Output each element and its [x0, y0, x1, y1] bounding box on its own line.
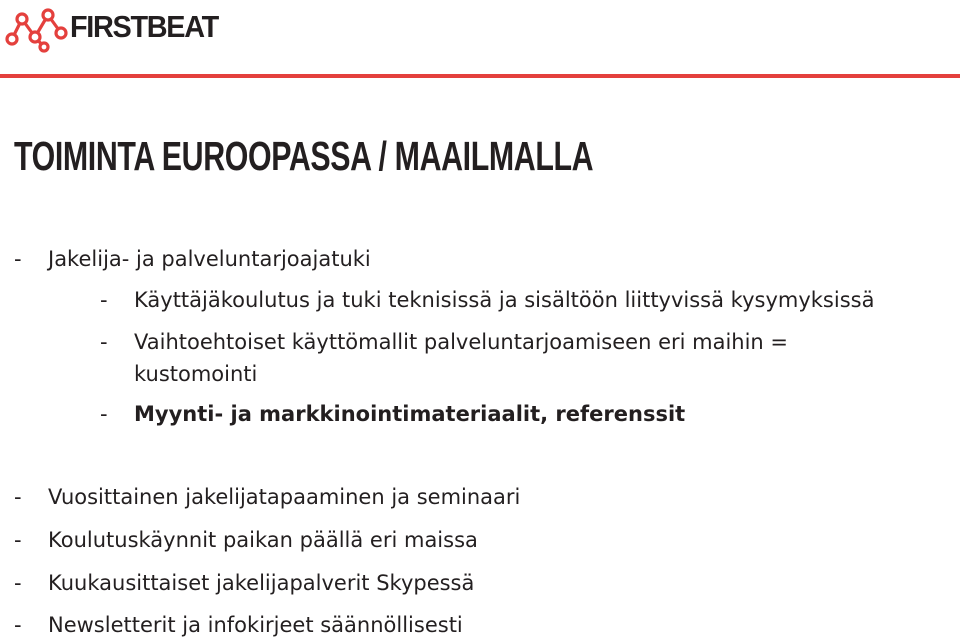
bullet-dash: -	[14, 247, 22, 271]
list-item-text: Koulutuskäynnit paikan päällä eri maissa	[48, 528, 478, 552]
list-item-text: Jakelija- ja palveluntarjoajatuki	[48, 247, 371, 271]
bullet-dash: -	[100, 402, 108, 426]
network-nodes-icon	[4, 3, 68, 53]
list-item-text: Kuukausittaiset jakelijapalverit Skypessä	[48, 571, 475, 595]
bullet-dash: -	[100, 288, 108, 312]
sub-list-item-text: Myynti- ja markkinointimateriaalit, referenssit	[134, 402, 686, 426]
header	[0, 0, 960, 80]
bullet-dash: -	[14, 571, 22, 595]
sub-list-item-text: Käyttäjäkoulutus ja tuki teknisissä ja sisältöön liittyvissä kysymyksissä	[134, 288, 875, 312]
sub-list-item-text: Vaihtoehtoiset käyttömallit palveluntarjoamiseen eri maihin =	[134, 330, 789, 354]
bullet-dash: -	[100, 330, 108, 354]
bullet-dash: -	[14, 613, 22, 637]
slide-title: TOIMINTA EUROOPASSA / MAAILMALLA	[14, 133, 594, 179]
header-divider	[0, 74, 960, 78]
bullet-dash: -	[14, 528, 22, 552]
bullet-dash: -	[14, 485, 22, 509]
list-item-text: Newsletterit ja infokirjeet säännöllisesti	[48, 613, 463, 637]
brand-name: FIRSTBEAT	[70, 9, 218, 44]
sub-list-item-text: kustomointi	[134, 362, 258, 386]
list-item-text: Vuosittainen jakelijatapaaminen ja seminaari	[48, 485, 521, 509]
